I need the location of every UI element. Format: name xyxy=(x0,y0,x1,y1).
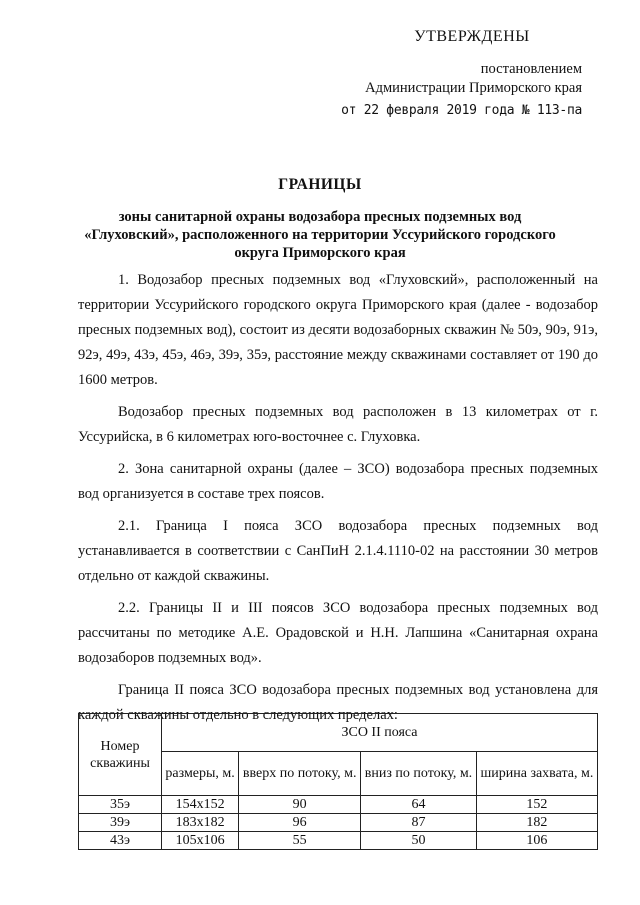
cell-upstream: 96 xyxy=(239,814,361,832)
cell-size: 183x182 xyxy=(162,814,239,832)
cell-capture-width: 182 xyxy=(476,814,597,832)
zso-table xyxy=(78,713,598,850)
approval-authority: Администрации Приморского края xyxy=(365,80,582,96)
approval-heading: УТВЕРЖДЕНЫ xyxy=(414,28,530,45)
table-row xyxy=(79,832,598,850)
title-line-2: «Глуховский», расположенного на территории Уссурийского городского xyxy=(84,227,556,243)
header-size: размеры, м. xyxy=(162,752,239,796)
approval-decree-date: от 22 февраля 2019 года № 113-па xyxy=(341,103,582,118)
cell-well: 39э xyxy=(79,814,162,832)
cell-downstream: 50 xyxy=(361,832,477,850)
paragraph-4: 2.1. Граница I пояса ЗСО водозабора пресных подземных вод устанавливается в соответствии с СанПиН 2.1.4.1110-02 на расстоянии 30 метров отдельно от каждой скважины. xyxy=(78,518,598,584)
title-line-1: зоны санитарной охраны водозабора пресных подземных вод xyxy=(118,209,522,225)
cell-well: 35э xyxy=(79,796,162,814)
table-row xyxy=(79,814,598,832)
approval-block xyxy=(302,28,582,120)
cell-capture-width: 106 xyxy=(476,832,597,850)
table-row xyxy=(79,796,598,814)
table-header-row xyxy=(79,714,598,752)
cell-well: 43э xyxy=(79,832,162,850)
document-title xyxy=(60,176,580,262)
header-upstream: вверх по потоку, м. xyxy=(239,752,361,796)
approval-decree-label: постановлением xyxy=(480,61,582,77)
cell-downstream: 64 xyxy=(361,796,477,814)
title-main: ГРАНИЦЫ xyxy=(278,176,362,193)
header-zso-group: ЗСО II пояса xyxy=(162,714,598,752)
paragraph-5: 2.2. Границы II и III поясов ЗСО водозабора пресных подземных вод рассчитаны по методике А.Е. Орадовской и Н.Н. Лапшина «Санитарная охрана водозаборов подземных вод». xyxy=(78,600,598,666)
cell-size: 154x152 xyxy=(162,796,239,814)
document-body xyxy=(78,268,598,732)
title-line-3: округа Приморского края xyxy=(234,245,406,261)
header-downstream: вниз по потоку, м. xyxy=(361,752,477,796)
cell-upstream: 90 xyxy=(239,796,361,814)
cell-capture-width: 152 xyxy=(476,796,597,814)
paragraph-6: Граница II пояса ЗСО водозабора пресных подземных вод установлена для каждой скважины отдельно в следующих пределах: xyxy=(78,682,598,723)
header-well-number: Номер скважины xyxy=(79,714,162,796)
header-capture-width: ширина захвата, м. xyxy=(476,752,597,796)
cell-size: 105x106 xyxy=(162,832,239,850)
cell-downstream: 87 xyxy=(361,814,477,832)
cell-upstream: 55 xyxy=(239,832,361,850)
paragraph-1: 1. Водозабор пресных подземных вод «Глуховский», расположенный на территории Уссурийского городского округа Приморского края (далее - водозабор пресных подземных вод), состоит из десяти водозаборных скважин № 50э, 90э, 91э, 92э, 49э, 43э, 45э, 46э, 39э, 35э, расстояние между скважинами составляет от 190 до 1600 метров. xyxy=(78,272,598,388)
paragraph-3: 2. Зона санитарной охраны (далее – ЗСО) водозабора пресных подземных вод организуется в составе трех поясов. xyxy=(78,461,598,502)
paragraph-2: Водозабор пресных подземных вод расположен в 13 километрах от г. Уссурийска, в 6 километрах юго-восточнее с. Глуховка. xyxy=(78,404,598,445)
